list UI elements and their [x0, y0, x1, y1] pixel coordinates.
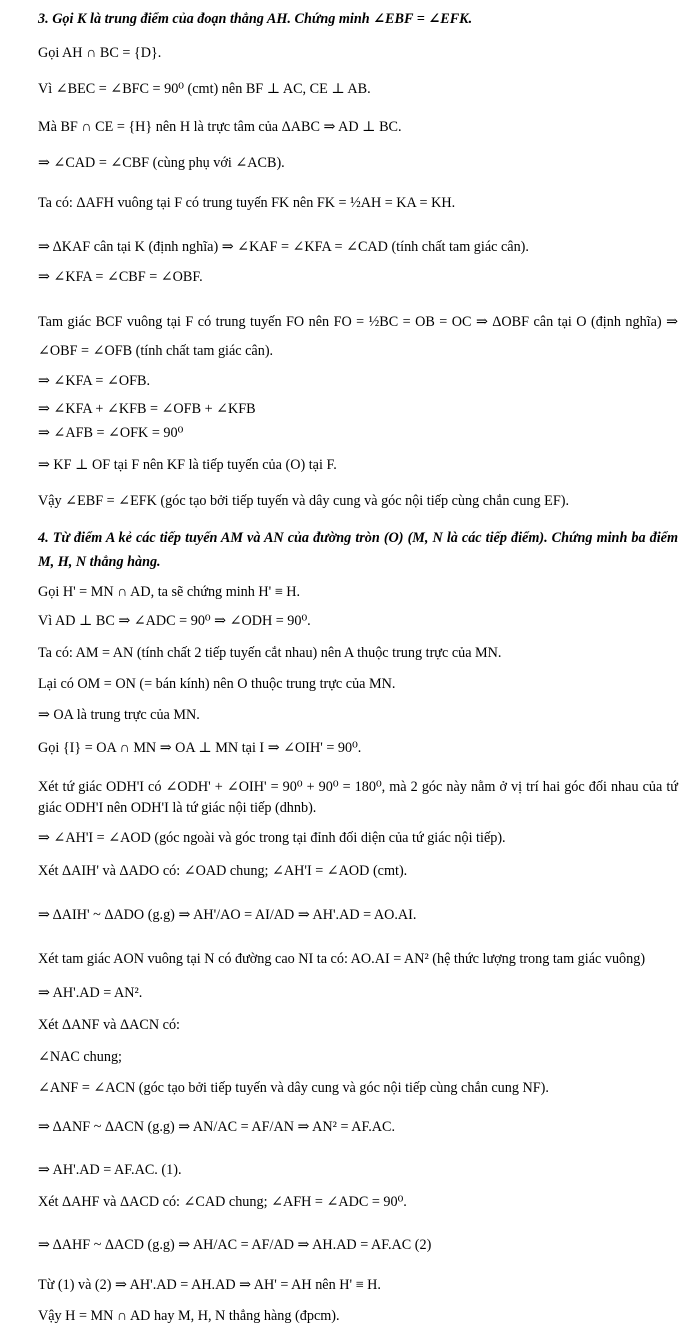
text-line: Mà BF ∩ CE = {H} nên H là trực tâm của ΔABC ⇒ AD ⊥ BC.: [38, 119, 402, 135]
text-line: ⇒ ΔANF ~ ΔACN (g.g) ⇒ AN/AC = AF/AN ⇒ AN² = AF.AC.: [38, 1119, 396, 1135]
text-line: ⇒ KF ⊥ OF tại F nên KF là tiếp tuyến của (O) tại F.: [38, 457, 337, 473]
text-line: Gọi AH ∩ BC = {D}.: [38, 45, 162, 61]
text-paragraph: Xét tứ giác ODH'I có ∠ODH' + ∠OIH' = 90⁰ + 90⁰ = 180⁰, mà 2 góc này nằm ở vị trí hai góc đối nhau của tứ giác ODH'I nên ODH'I là tứ giác nội tiếp (dhnb).: [38, 779, 678, 816]
text-line: ∠NAC chung;: [38, 1049, 123, 1065]
text-line: ⇒ OA là trung trực của MN.: [38, 707, 200, 723]
text-line: Gọi H' = MN ∩ AD, ta sẽ chứng minh H' ≡ H.: [38, 584, 301, 600]
text-line: Xét ΔAIH' và ΔADO có: ∠OAD chung; ∠AH'I = ∠AOD (cmt).: [38, 863, 408, 879]
text-line: ∠ANF = ∠ACN (góc tạo bởi tiếp tuyến và dây cung và góc nội tiếp cùng chắn cung NF).: [38, 1080, 549, 1096]
text-line: ⇒ ∠AH'I = ∠AOD (góc ngoài và góc trong tại đỉnh đối diện của tứ giác nội tiếp).: [38, 830, 506, 846]
text-line: Xét ΔAHF và ΔACD có: ∠CAD chung; ∠AFH = ∠ADC = 90⁰.: [38, 1194, 407, 1210]
text-line: Lại có OM = ON (= bán kính) nên O thuộc trung trực của MN.: [38, 676, 396, 692]
text-line: Gọi {I} = OA ∩ MN ⇒ OA ⊥ MN tại I ⇒ ∠OIH' = 90⁰.: [38, 740, 362, 756]
text-line: Xét ΔANF và ΔACN có:: [38, 1017, 180, 1033]
problem-4-heading: 4. Từ điểm A kẻ các tiếp tuyến AM và AN của đường tròn (O) (M, N là các tiếp điểm). Chứng minh ba điểm M, H, N thẳng hàng.: [38, 530, 678, 570]
text-line: ⇒ AH'.AD = AN².: [38, 985, 143, 1001]
text-paragraph: Tam giác BCF vuông tại F có trung tuyến FO nên FO = ½BC = OB = OC ⇒ ΔOBF cân tại O (định nghĩa) ⇒ ∠OBF = ∠OFB (tính chất tam giác cân).: [38, 314, 678, 359]
text-line: ⇒ ∠KFA = ∠CBF = ∠OBF.: [38, 269, 203, 285]
text-line: ⇒ ΔAHF ~ ΔACD (g.g) ⇒ AH/AC = AF/AD ⇒ AH.AD = AF.AC (2): [38, 1237, 432, 1253]
text-line: Từ (1) và (2) ⇒ AH'.AD = AH.AD ⇒ AH' = AH nên H' ≡ H.: [38, 1277, 381, 1293]
text-line: Vì ∠BEC = ∠BFC = 90⁰ (cmt) nên BF ⊥ AC, CE ⊥ AB.: [38, 81, 371, 97]
text-line: Ta có: AM = AN (tính chất 2 tiếp tuyến cắt nhau) nên A thuộc trung trực của MN.: [38, 645, 502, 661]
text-line: ⇒ ∠AFB = ∠OFK = 90⁰: [38, 425, 184, 441]
text-line: ⇒ ΔAIH' ~ ΔADO (g.g) ⇒ AH'/AO = AI/AD ⇒ AH'.AD = AO.AI.: [38, 907, 417, 923]
problem-3-heading: 3. Gọi K là trung điểm của đoạn thẳng AH. Chứng minh ∠EBF = ∠EFK.: [38, 11, 473, 27]
text-line: ⇒ ∠KFA = ∠OFB.: [38, 373, 150, 389]
text-line: ⇒ AH'.AD = AF.AC. (1).: [38, 1162, 182, 1178]
text-line: Xét tam giác AON vuông tại N có đường cao NI ta có: AO.AI = AN² (hệ thức lượng trong tam giác vuông): [38, 951, 646, 967]
conclusion-line: Vậy H = MN ∩ AD hay M, H, N thẳng hàng (đpcm).: [38, 1308, 340, 1324]
text-line: Vì AD ⊥ BC ⇒ ∠ADC = 90⁰ ⇒ ∠ODH = 90⁰.: [38, 613, 311, 629]
text-line: ⇒ ΔKAF cân tại K (định nghĩa) ⇒ ∠KAF = ∠KFA = ∠CAD (tính chất tam giác cân).: [38, 239, 529, 255]
text-line: ⇒ ∠KFA + ∠KFB = ∠OFB + ∠KFB: [38, 401, 256, 417]
text-line: Vậy ∠EBF = ∠EFK (góc tạo bởi tiếp tuyến và dây cung và góc nội tiếp cùng chắn cung EF).: [38, 493, 569, 509]
text-line: Ta có: ΔAFH vuông tại F có trung tuyến FK nên FK = ½AH = KA = KH.: [38, 195, 456, 211]
text-line: ⇒ ∠CAD = ∠CBF (cùng phụ với ∠ACB).: [38, 155, 285, 171]
